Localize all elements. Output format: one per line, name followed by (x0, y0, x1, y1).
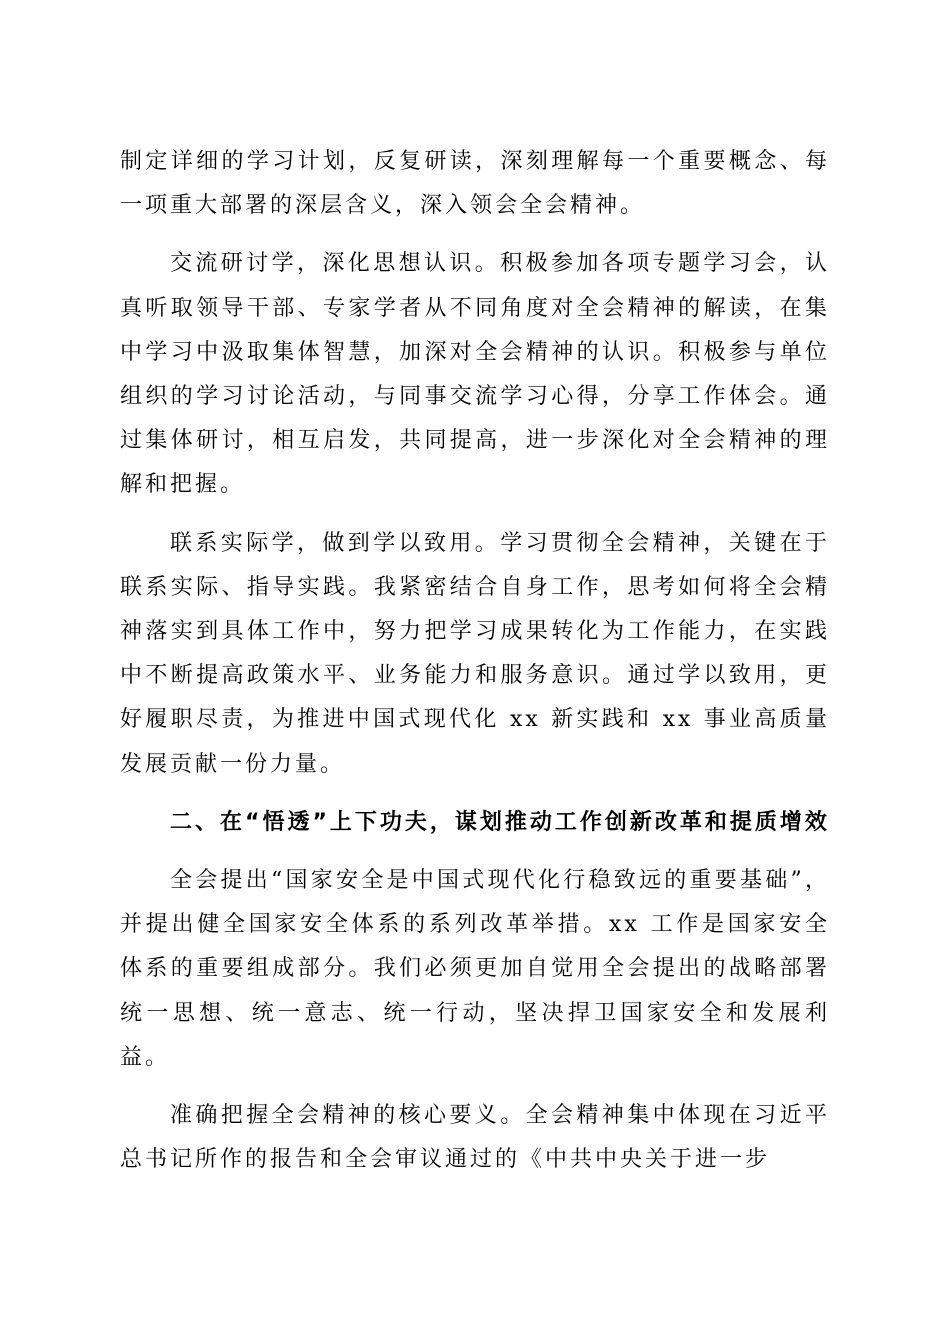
paragraph-core-essence: 准确把握全会精神的核心要义。全会精神集中体现在习近平总书记所作的报告和全会审议通过的《中共中央关于进一步 (120, 1103, 830, 1173)
document-body (120, 140, 830, 1182)
paragraph-national-security: 全会提出“国家安全是中国式现代化行稳致远的重要基础”，并提出健全国家安全体系的系列改革举措。xx 工作是国家安全体系的重要组成部分。我们必须更加自觉用全会提出的战略部署统一思想、统一意志、统一行动，坚决捍卫国家安全和发展利益。 (120, 868, 830, 1070)
paragraph-study-plan: 制定详细的学习计划，反复研读，深刻理解每一个重要概念、每一项重大部署的深层含义，深入领会全会精神。 (120, 149, 830, 219)
paragraph-practical-study: 联系实际学，做到学以致用。学习贯彻全会精神，关键在于联系实际、指导实践。我紧密结合自身工作，思考如何将全会精神落实到具体工作中，努力把学习成果转化为工作能力，在实践中不断提高政策水平、业务能力和服务意识。通过学以致用，更好履职尽责，为推进中国式现代化 xx 新实践和 xx 事业高质量发展贡献一份力量。 (120, 530, 830, 777)
section-heading-2: 二、在“悟透”上下功夫，谋划推动工作创新改革和提质增效 (170, 809, 830, 835)
paragraph-discussion-study: 交流研讨学，深化思想认识。积极参加各项专题学习会，认真听取领导干部、专家学者从不同角度对全会精神的解读，在集中学习中汲取集体智慧，加深对全会精神的认识。积极参与单位组织的学习讨论活动，与同事交流学习心得，分享工作体会。通过集体研讨，相互启发，共同提高，进一步深化对全会精神的理解和把握。 (120, 251, 830, 498)
